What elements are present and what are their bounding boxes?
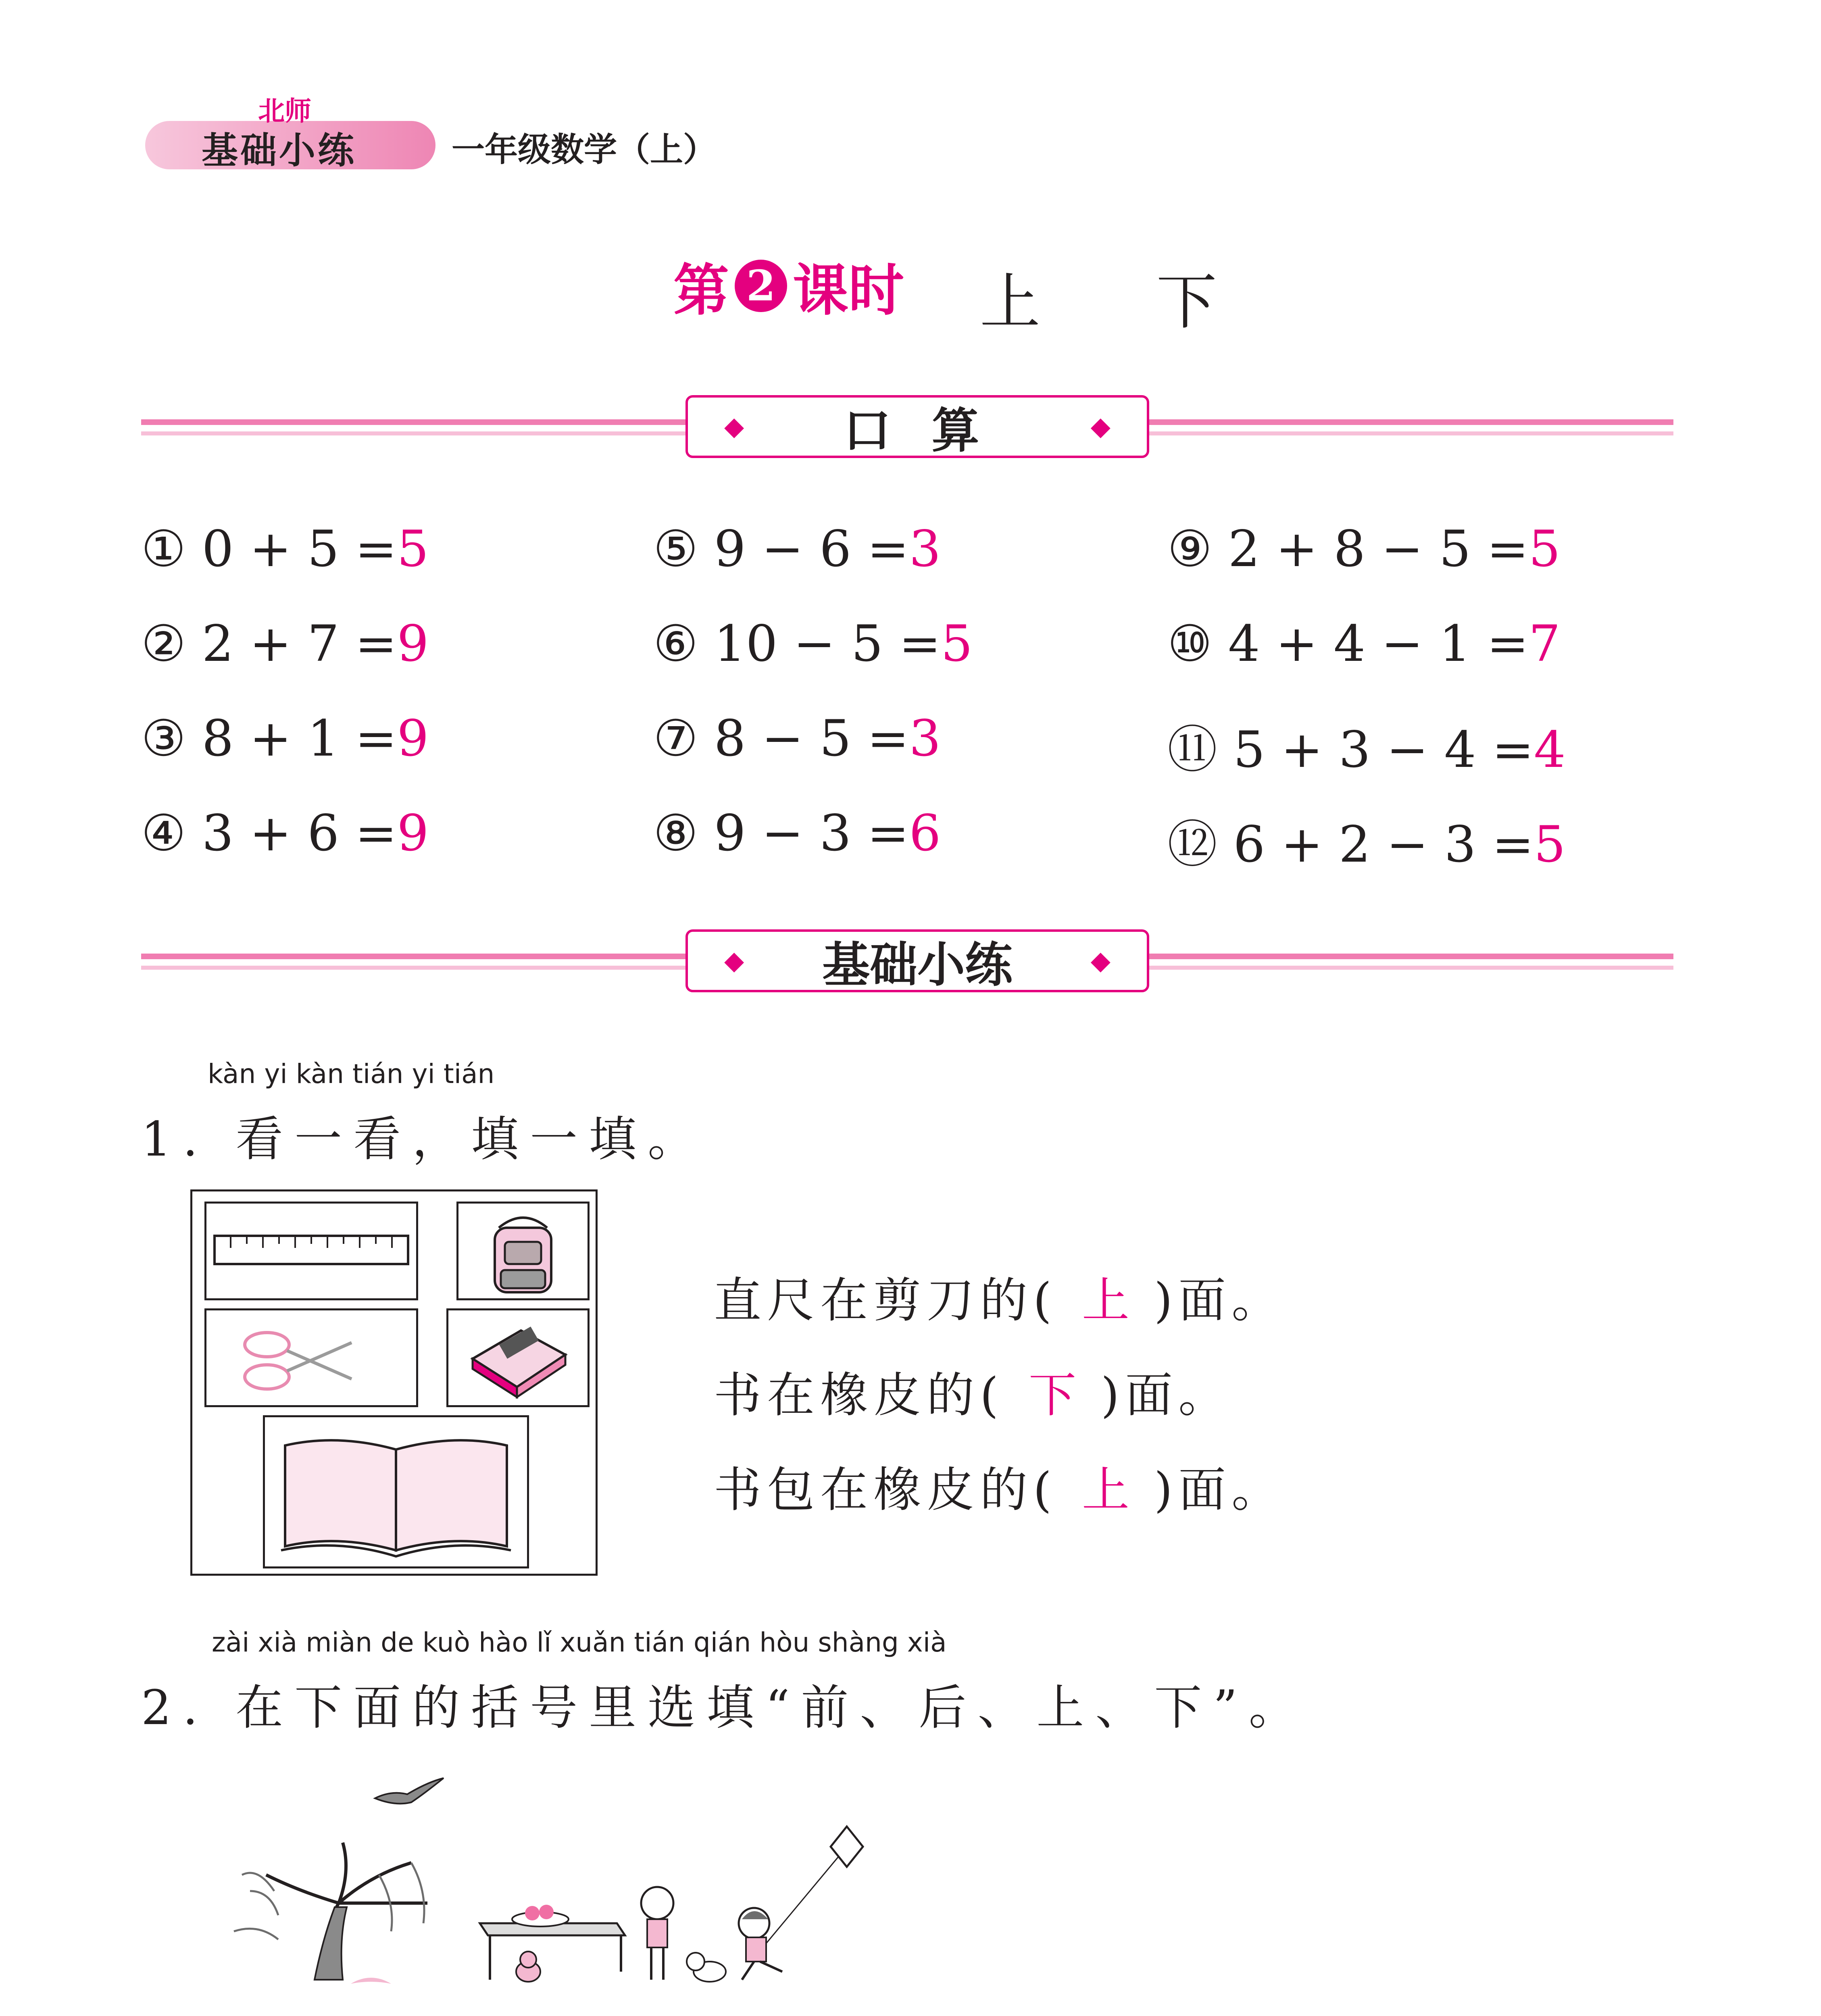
q1-line-2: 书在橡皮的( 下 )面。: [714, 1357, 1231, 1425]
lesson-prefix: 第: [673, 257, 729, 323]
ruler-icon: [206, 1204, 416, 1298]
oral-item: ⑥ 10 − 5 =5: [653, 615, 973, 673]
q1-answer-3[interactable]: 上: [1082, 1462, 1130, 1518]
bird-icon: [375, 1778, 444, 1804]
diamond-icon: ◆: [1090, 946, 1111, 976]
lesson-name: 上 下: [980, 267, 1265, 337]
q1-line-1: 直尺在剪刀的( 上 )面。: [714, 1262, 1285, 1331]
diamond-icon: ◆: [724, 946, 744, 976]
subject-label: 一年级数学（上）: [452, 130, 717, 169]
oral-section-header: [685, 395, 1149, 458]
oral-section-label: 口 算: [843, 403, 992, 458]
q2-title: 2. 在下面的括号里选填“前、后、上、下”。: [141, 1680, 1308, 1735]
backpack-icon: [458, 1204, 588, 1298]
q1-answer-2[interactable]: 下: [1029, 1367, 1077, 1423]
boy-icon: [641, 1887, 673, 1980]
girl-icon: [739, 1847, 847, 1980]
eraser-cell: [446, 1308, 590, 1407]
oral-item: ④ 3 + 6 =9: [141, 804, 429, 862]
oral-item: ⑦ 8 − 5 =3: [653, 710, 941, 768]
diamond-icon: ◆: [1090, 412, 1111, 442]
oral-item: ⑩ 4 + 4 − 1 =7: [1167, 615, 1561, 673]
brand-top-label: 北师: [258, 95, 311, 127]
q1-line-3: 书包在橡皮的( 上 )面。: [714, 1452, 1285, 1520]
scissors-icon: [206, 1310, 416, 1405]
book-cell: [263, 1415, 529, 1568]
scissors-cell: [204, 1308, 418, 1407]
practice-section-label: 基础小练: [822, 937, 1013, 993]
oral-item: ⑨ 2 + 8 − 5 =5: [1167, 520, 1561, 578]
lesson-title: [673, 246, 904, 326]
oral-item: ③ 8 + 1 =9: [141, 710, 429, 768]
lesson-number-badge: 2: [735, 260, 787, 312]
backpack-cell: [456, 1202, 590, 1300]
book-icon: [265, 1417, 527, 1566]
oral-item: ⑤ 9 − 6 =3: [653, 520, 941, 578]
q1-title: 1. 看一看，填一填。: [141, 1111, 707, 1167]
q2-pinyin: zài xià miàn de kuò hào lǐ xuǎn tián qián hòu shàng xià: [212, 1627, 947, 1658]
park-scene: [218, 1770, 984, 1996]
park-scene-illustration: [218, 1770, 984, 1996]
brand-main-label: 基础小练: [202, 129, 356, 172]
practice-section-header: [685, 929, 1149, 992]
q1-answer-1[interactable]: 上: [1082, 1272, 1130, 1328]
table-icon: [480, 1905, 625, 1980]
oral-item: ① 0 + 5 =5: [141, 520, 429, 578]
tree-icon: [234, 1843, 427, 1984]
objects-picture: [190, 1189, 598, 1576]
diamond-icon: ◆: [724, 412, 744, 442]
lesson-suffix: 课时: [793, 257, 904, 323]
oral-item: ⑪ 5 + 3 − 4 =4: [1167, 721, 1566, 779]
oral-item: ⑧ 9 − 3 =6: [653, 804, 941, 862]
q1-pinyin: kàn yi kàn tián yi tián: [208, 1058, 495, 1089]
oral-item: ② 2 + 7 =9: [141, 615, 429, 673]
cat-icon: [516, 1951, 540, 1982]
ruler-cell: [204, 1202, 418, 1300]
oral-item: ⑫ 6 + 2 − 3 =5: [1167, 816, 1566, 874]
eraser-icon: [448, 1310, 588, 1405]
dog-icon: [687, 1953, 726, 1982]
